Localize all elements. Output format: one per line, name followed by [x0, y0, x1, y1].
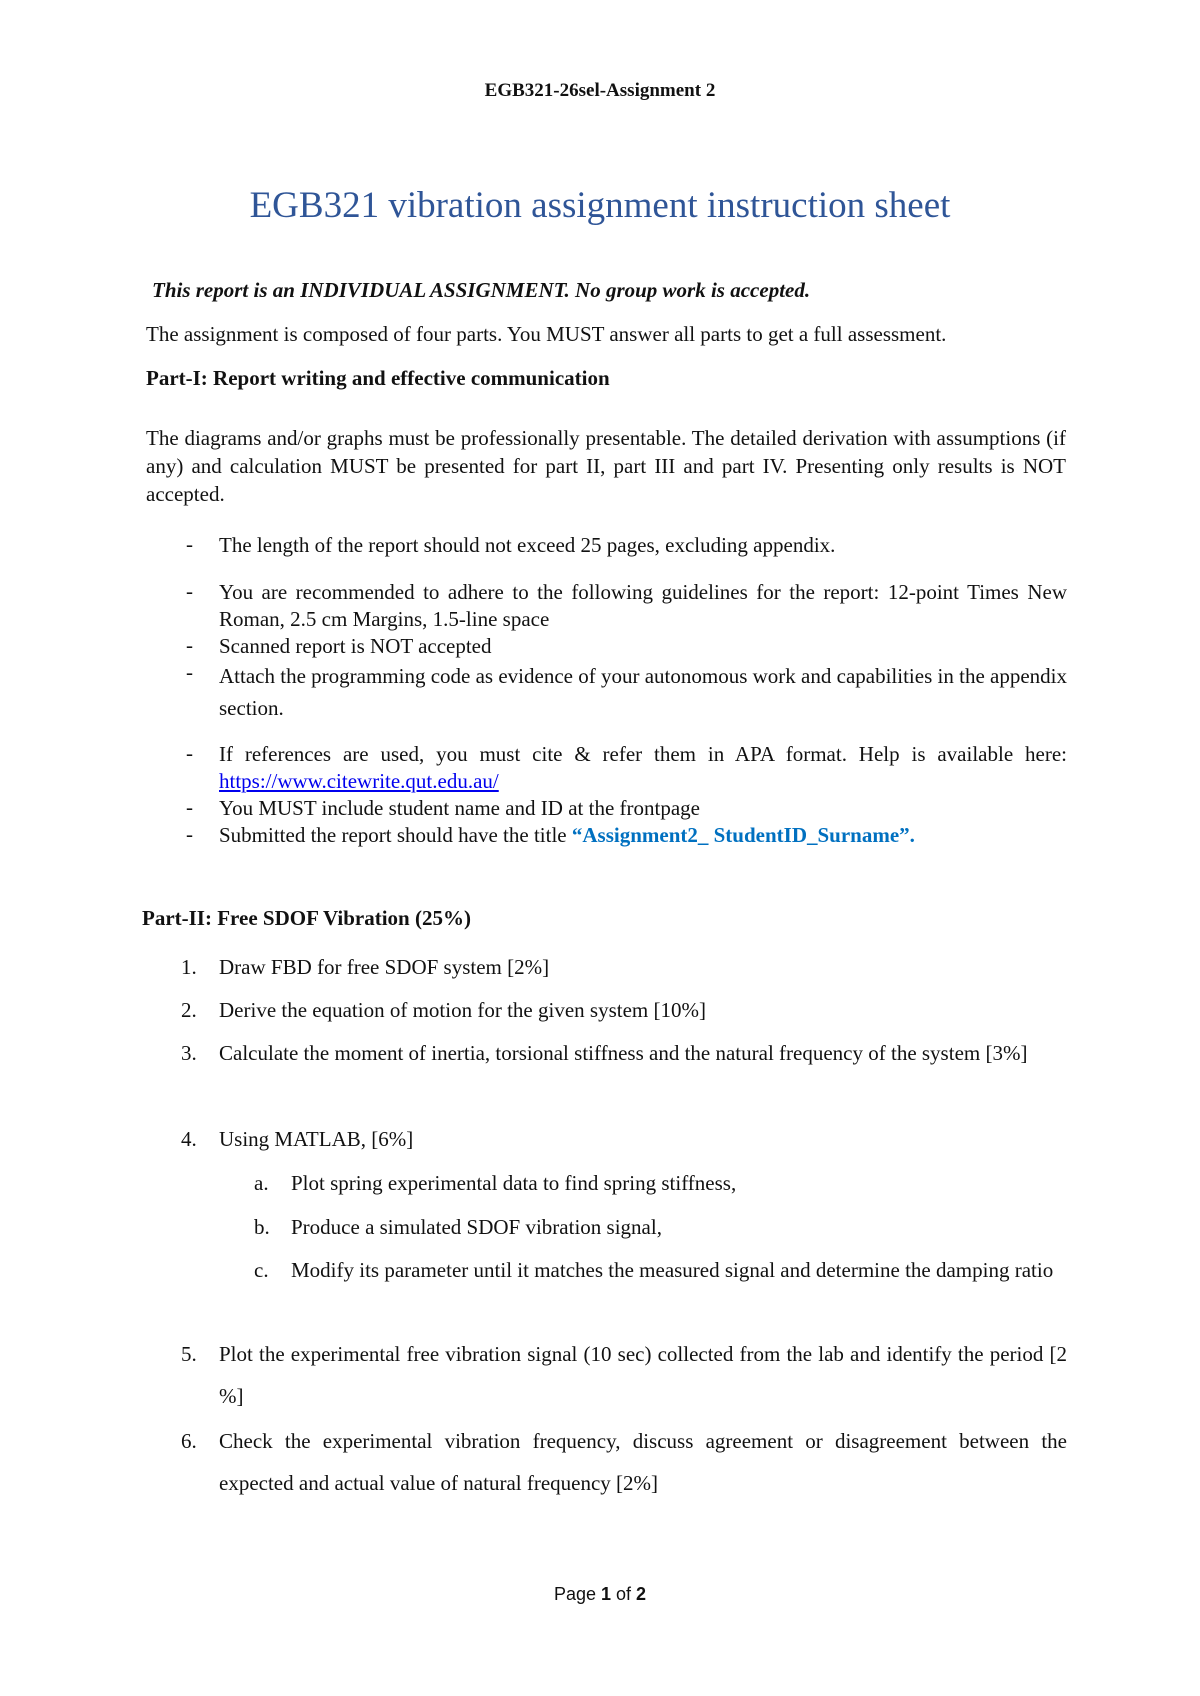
- item-free-vibration-signal: Plot the experimental free vibration signal (10 sec) collected from the lab and identify the period [2 %]: [219, 1342, 1067, 1408]
- bullet-references: [219, 741, 1067, 795]
- footer-of-label: of: [611, 1584, 637, 1604]
- bullet-dash: -: [186, 579, 193, 603]
- bullet-dash: -: [186, 633, 193, 657]
- part2-heading-text: Part-II: Free SDOF Vibration: [142, 906, 410, 930]
- item-number: 4.: [181, 1127, 197, 1151]
- document-title: EGB321 vibration assignment instruction sheet: [249, 185, 951, 226]
- subitem-letter: c.: [254, 1258, 269, 1282]
- subitem-simulated-signal: Produce a simulated SDOF vibration signal,: [291, 1215, 662, 1239]
- subitem-letter: b.: [254, 1215, 270, 1239]
- bullet-dash: -: [186, 741, 193, 765]
- part2-weight: (25%): [414, 906, 471, 930]
- item-equation-of-motion: Derive the equation of motion for the given system [10%]: [219, 998, 706, 1022]
- item-number: 5.: [181, 1342, 197, 1366]
- individual-notice: This report is an INDIVIDUAL ASSIGNMENT. No group work is accepted.: [152, 278, 811, 302]
- item-fbd: Draw FBD for free SDOF system [2%]: [219, 955, 550, 979]
- page-header: EGB321-26sel-Assignment 2: [484, 80, 716, 101]
- bullet-dash: -: [186, 795, 193, 819]
- part1-heading: Part-I: Report writing and effective communication: [146, 366, 610, 390]
- bullet-student-id: You MUST include student name and ID at the frontpage: [219, 796, 700, 820]
- footer-total-pages: 2: [636, 1584, 647, 1604]
- part1-paragraph: The diagrams and/or graphs must be professionally presentable. The detailed derivation with assumptions (if any) and calculation MUST be presented for part II, part III and part IV. Presenting only results is NOT accepted.: [146, 426, 1066, 506]
- footer-current-page: 1: [601, 1584, 612, 1604]
- subitem-spring-data: Plot spring experimental data to find spring stiffness,: [291, 1171, 737, 1195]
- bullet-scanned: Scanned report is NOT accepted: [219, 634, 492, 658]
- item-frequency-check: Check the experimental vibration frequency, discuss agreement or disagreement between the expected and actual value of natural frequency [2%]: [219, 1429, 1067, 1495]
- item-number: 6.: [181, 1429, 197, 1453]
- bullet-dash: -: [186, 822, 193, 846]
- citewrite-link[interactable]: https://www.citewrite.qut.edu.au/: [219, 769, 499, 793]
- item-moment-of-inertia: Calculate the moment of inertia, torsional stiffness and the natural frequency of the system [3%]: [219, 1041, 1028, 1065]
- bullet-dash: -: [186, 532, 193, 556]
- item-number: 3.: [181, 1041, 197, 1065]
- bullet-page-limit: The length of the report should not exceed 25 pages, excluding appendix.: [219, 533, 836, 557]
- footer-page-label: Page: [553, 1584, 601, 1604]
- bullet-title-format: [219, 822, 1067, 849]
- part2-heading: [142, 906, 471, 931]
- bullet-code-appendix: Attach the programming code as evidence of your autonomous work and capabilities in the appendix section.: [219, 664, 1067, 720]
- item-number: 1.: [181, 955, 197, 979]
- title-format-example: “Assignment2_ StudentID_Surname”.: [571, 823, 915, 847]
- page-footer: [0, 1584, 1200, 1605]
- title-format-text: Submitted the report should have the title: [219, 823, 572, 847]
- bullet-formatting: You are recommended to adhere to the following guidelines for the report: 12-point Times New Roman, 2.5 cm Margins, 1.5-line space: [219, 580, 1067, 631]
- bullet-dash: -: [186, 660, 193, 684]
- subitem-damping-ratio: Modify its parameter until it matches the measured signal and determine the damping ratio: [291, 1258, 1054, 1282]
- references-text: If references are used, you must cite & refer them in APA format. Help is available here:: [219, 742, 1067, 766]
- item-number: 2.: [181, 998, 197, 1022]
- item-matlab: Using MATLAB, [6%]: [219, 1127, 414, 1151]
- intro-text: The assignment is composed of four parts. You MUST answer all parts to get a full assessment.: [146, 322, 947, 346]
- subitem-letter: a.: [254, 1171, 269, 1195]
